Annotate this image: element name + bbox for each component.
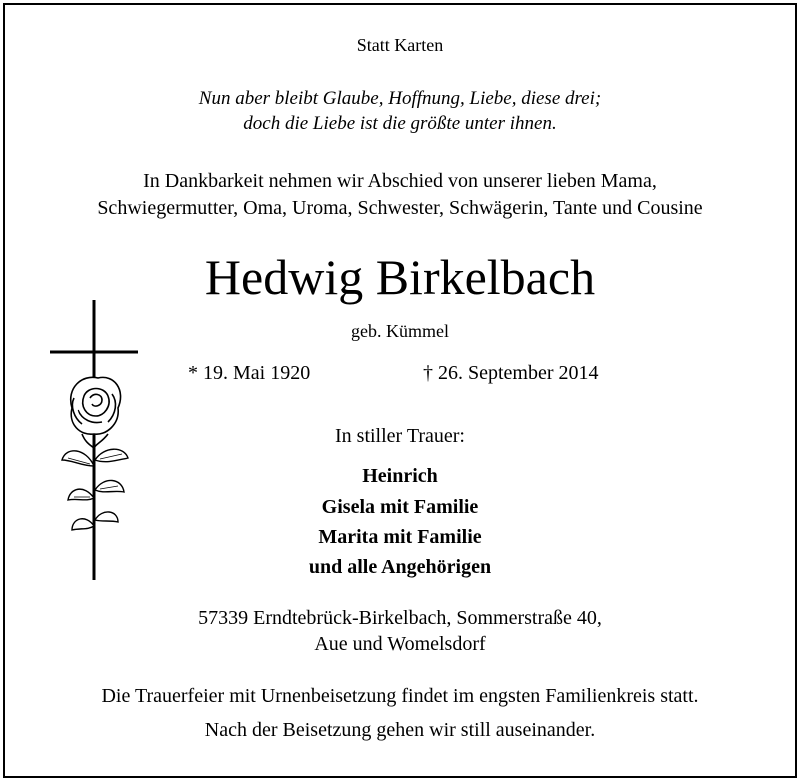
statt-karten: Statt Karten [356,35,444,55]
mourner-name: Heinrich [362,465,438,487]
death-date: † 26. September 2014 [423,362,599,384]
mourner-name: und alle Angehörigen [308,556,492,578]
verse-line-1: Nun aber bleibt Glaube, Hoffnung, Liebe, diese drei; [198,88,602,109]
mourner-name: Gisela mit Familie [321,496,479,518]
footer-line-2: Nach der Beisetzung gehen wir still auseinander. [204,719,596,741]
mourners-heading: In stiller Trauer: [335,425,465,447]
maiden-name: geb. Kümmel [351,321,449,341]
intro-line-2: Schwiegermutter, Oma, Uroma, Schwester, Schwägerin, Tante und Cousine [97,197,703,219]
deceased-name: Hedwig Birkelbach [204,249,596,305]
verse-line-2: doch die Liebe ist die größte unter ihnen. [243,113,557,134]
birth-date: * 19. Mai 1920 [188,362,311,384]
address-line-1: 57339 Erndtebrück-Birkelbach, Sommerstraße 40, [198,607,602,629]
footer-line-1: Die Trauerfeier mit Urnenbeisetzung findet im engsten Familienkreis statt. [101,685,699,707]
cross-with-rose-icon [48,298,140,583]
mourner-name: Marita mit Familie [318,526,482,548]
intro-line-1: In Dankbarkeit nehmen wir Abschied von unserer lieben Mama, [143,170,657,192]
address-line-2: Aue und Womelsdorf [314,633,486,655]
